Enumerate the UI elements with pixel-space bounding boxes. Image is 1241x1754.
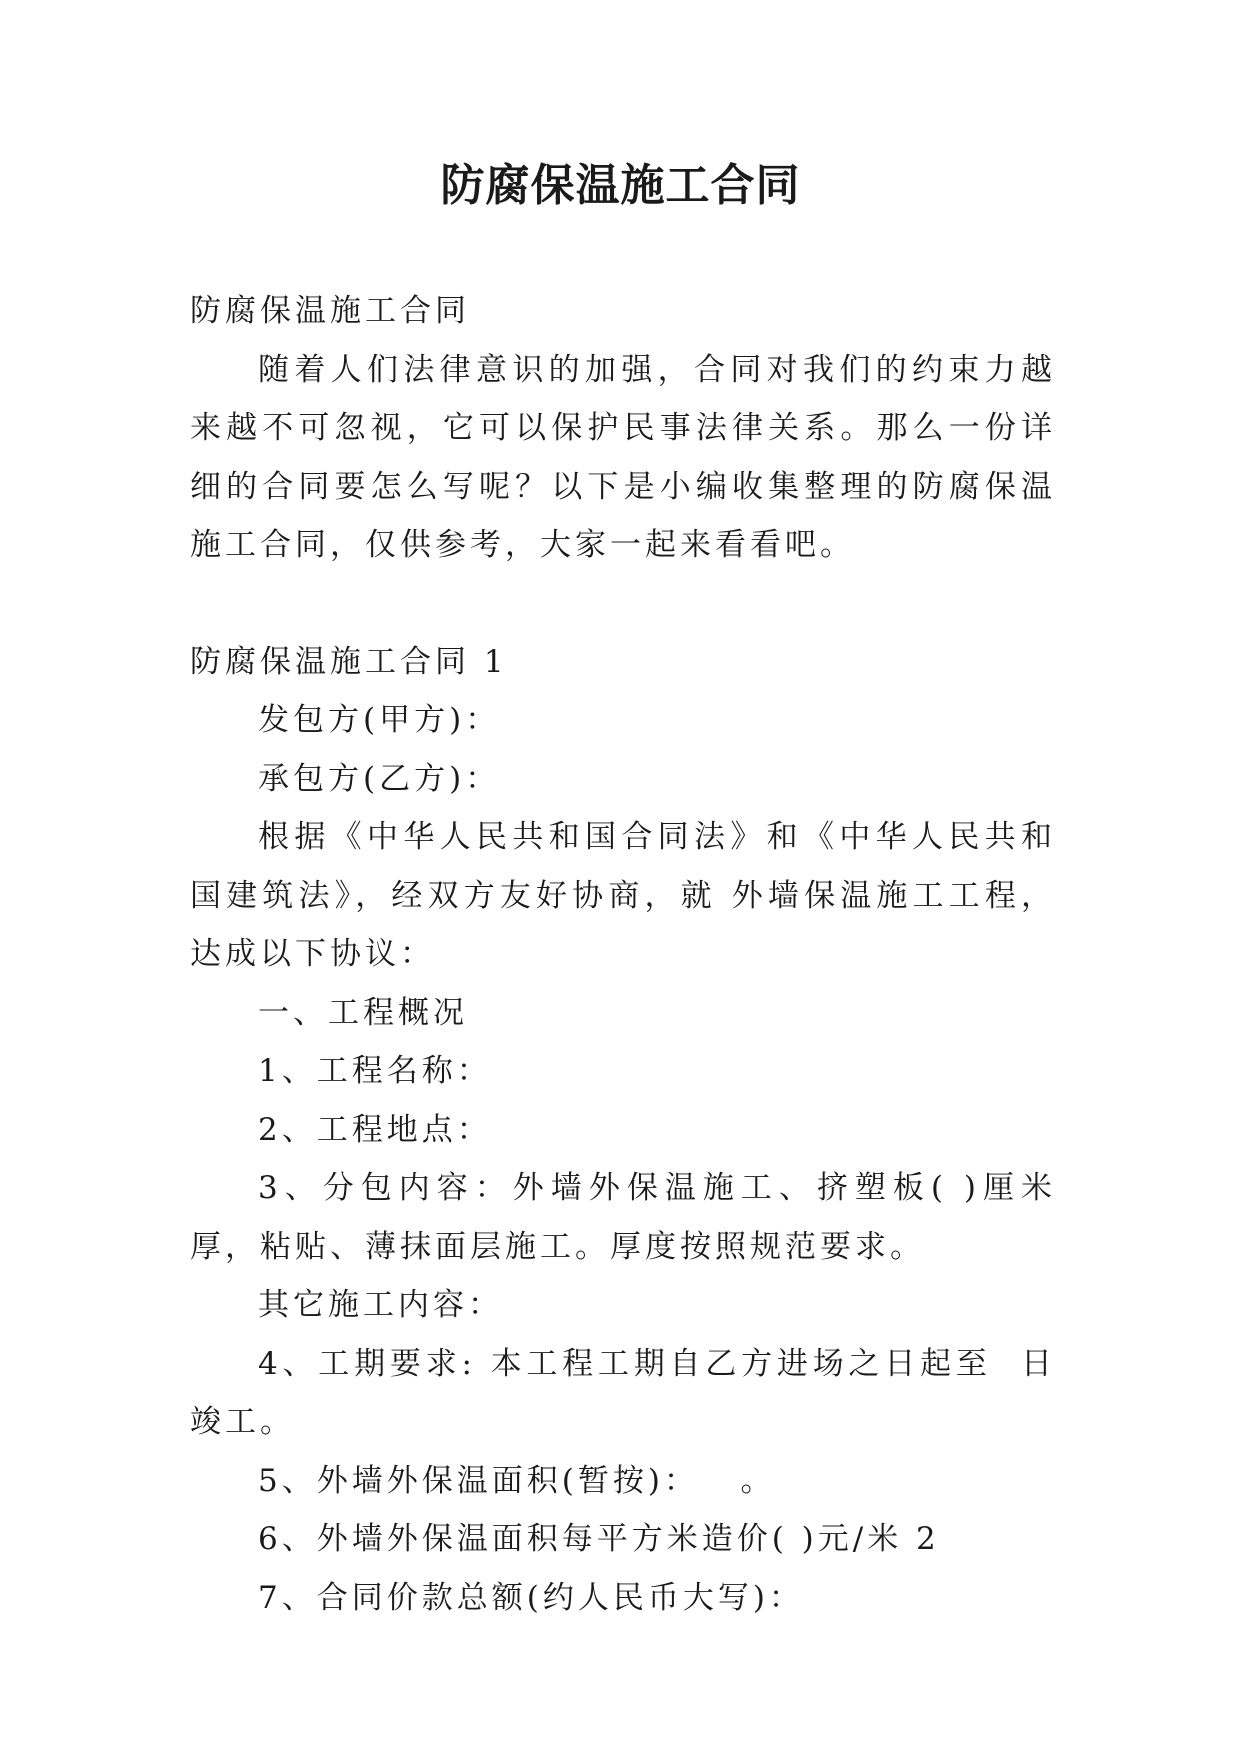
other-content-line: 其它施工内容：	[258, 1287, 503, 1323]
unit-price-line: 6、外墙外保温面积每平方米造价( )元/米 2	[258, 1521, 940, 1557]
party-b-line: 承包方(乙方)：	[258, 760, 501, 797]
schedule-line: 4、工期要求: 本工程工期自乙方进场之日起至 日竣工。	[190, 1345, 1056, 1440]
insulation-area-line: 5、外墙外保温面积(暂按)： 。	[258, 1462, 776, 1499]
party-a-line: 发包方(甲方)：	[258, 702, 501, 738]
total-price-line: 7、合同价款总额(约人民币大写)：	[258, 1579, 804, 1616]
paragraph-spacer	[190, 575, 1056, 633]
project-name-line: 1、工程名称：	[258, 1053, 492, 1089]
project-location-line: 2、工程地点：	[258, 1111, 492, 1148]
document-subtitle: 防腐保温施工合同	[190, 293, 470, 329]
intro-paragraph: 随着人们法律意识的加强，合同对我们的约束力越来越不可忽视，它可以保护民事法律关系。那么一份详细的合同要怎么写呢？以下是小编收集整理的防腐保温施工合同，仅供参考，大家一起来看看吧。	[190, 351, 1056, 563]
section-title: 防腐保温施工合同 1	[190, 643, 508, 680]
project-overview-heading: 一、工程概况	[258, 994, 468, 1031]
document-body	[190, 282, 1056, 1627]
document-title: 防腐保温施工合同	[440, 160, 801, 211]
agreement-basis-paragraph: 根据《中华人民共和国合同法》和《中华人民共和国建筑法》，经双方友好协商，就 外墙保温施工工程，达成以下协议：	[190, 819, 1056, 972]
subcontract-content-paragraph: 3、分包内容：外墙外保温施工、挤塑板( )厘米厚，粘贴、薄抹面层施工。厚度按照规范要求。	[190, 1170, 1056, 1265]
